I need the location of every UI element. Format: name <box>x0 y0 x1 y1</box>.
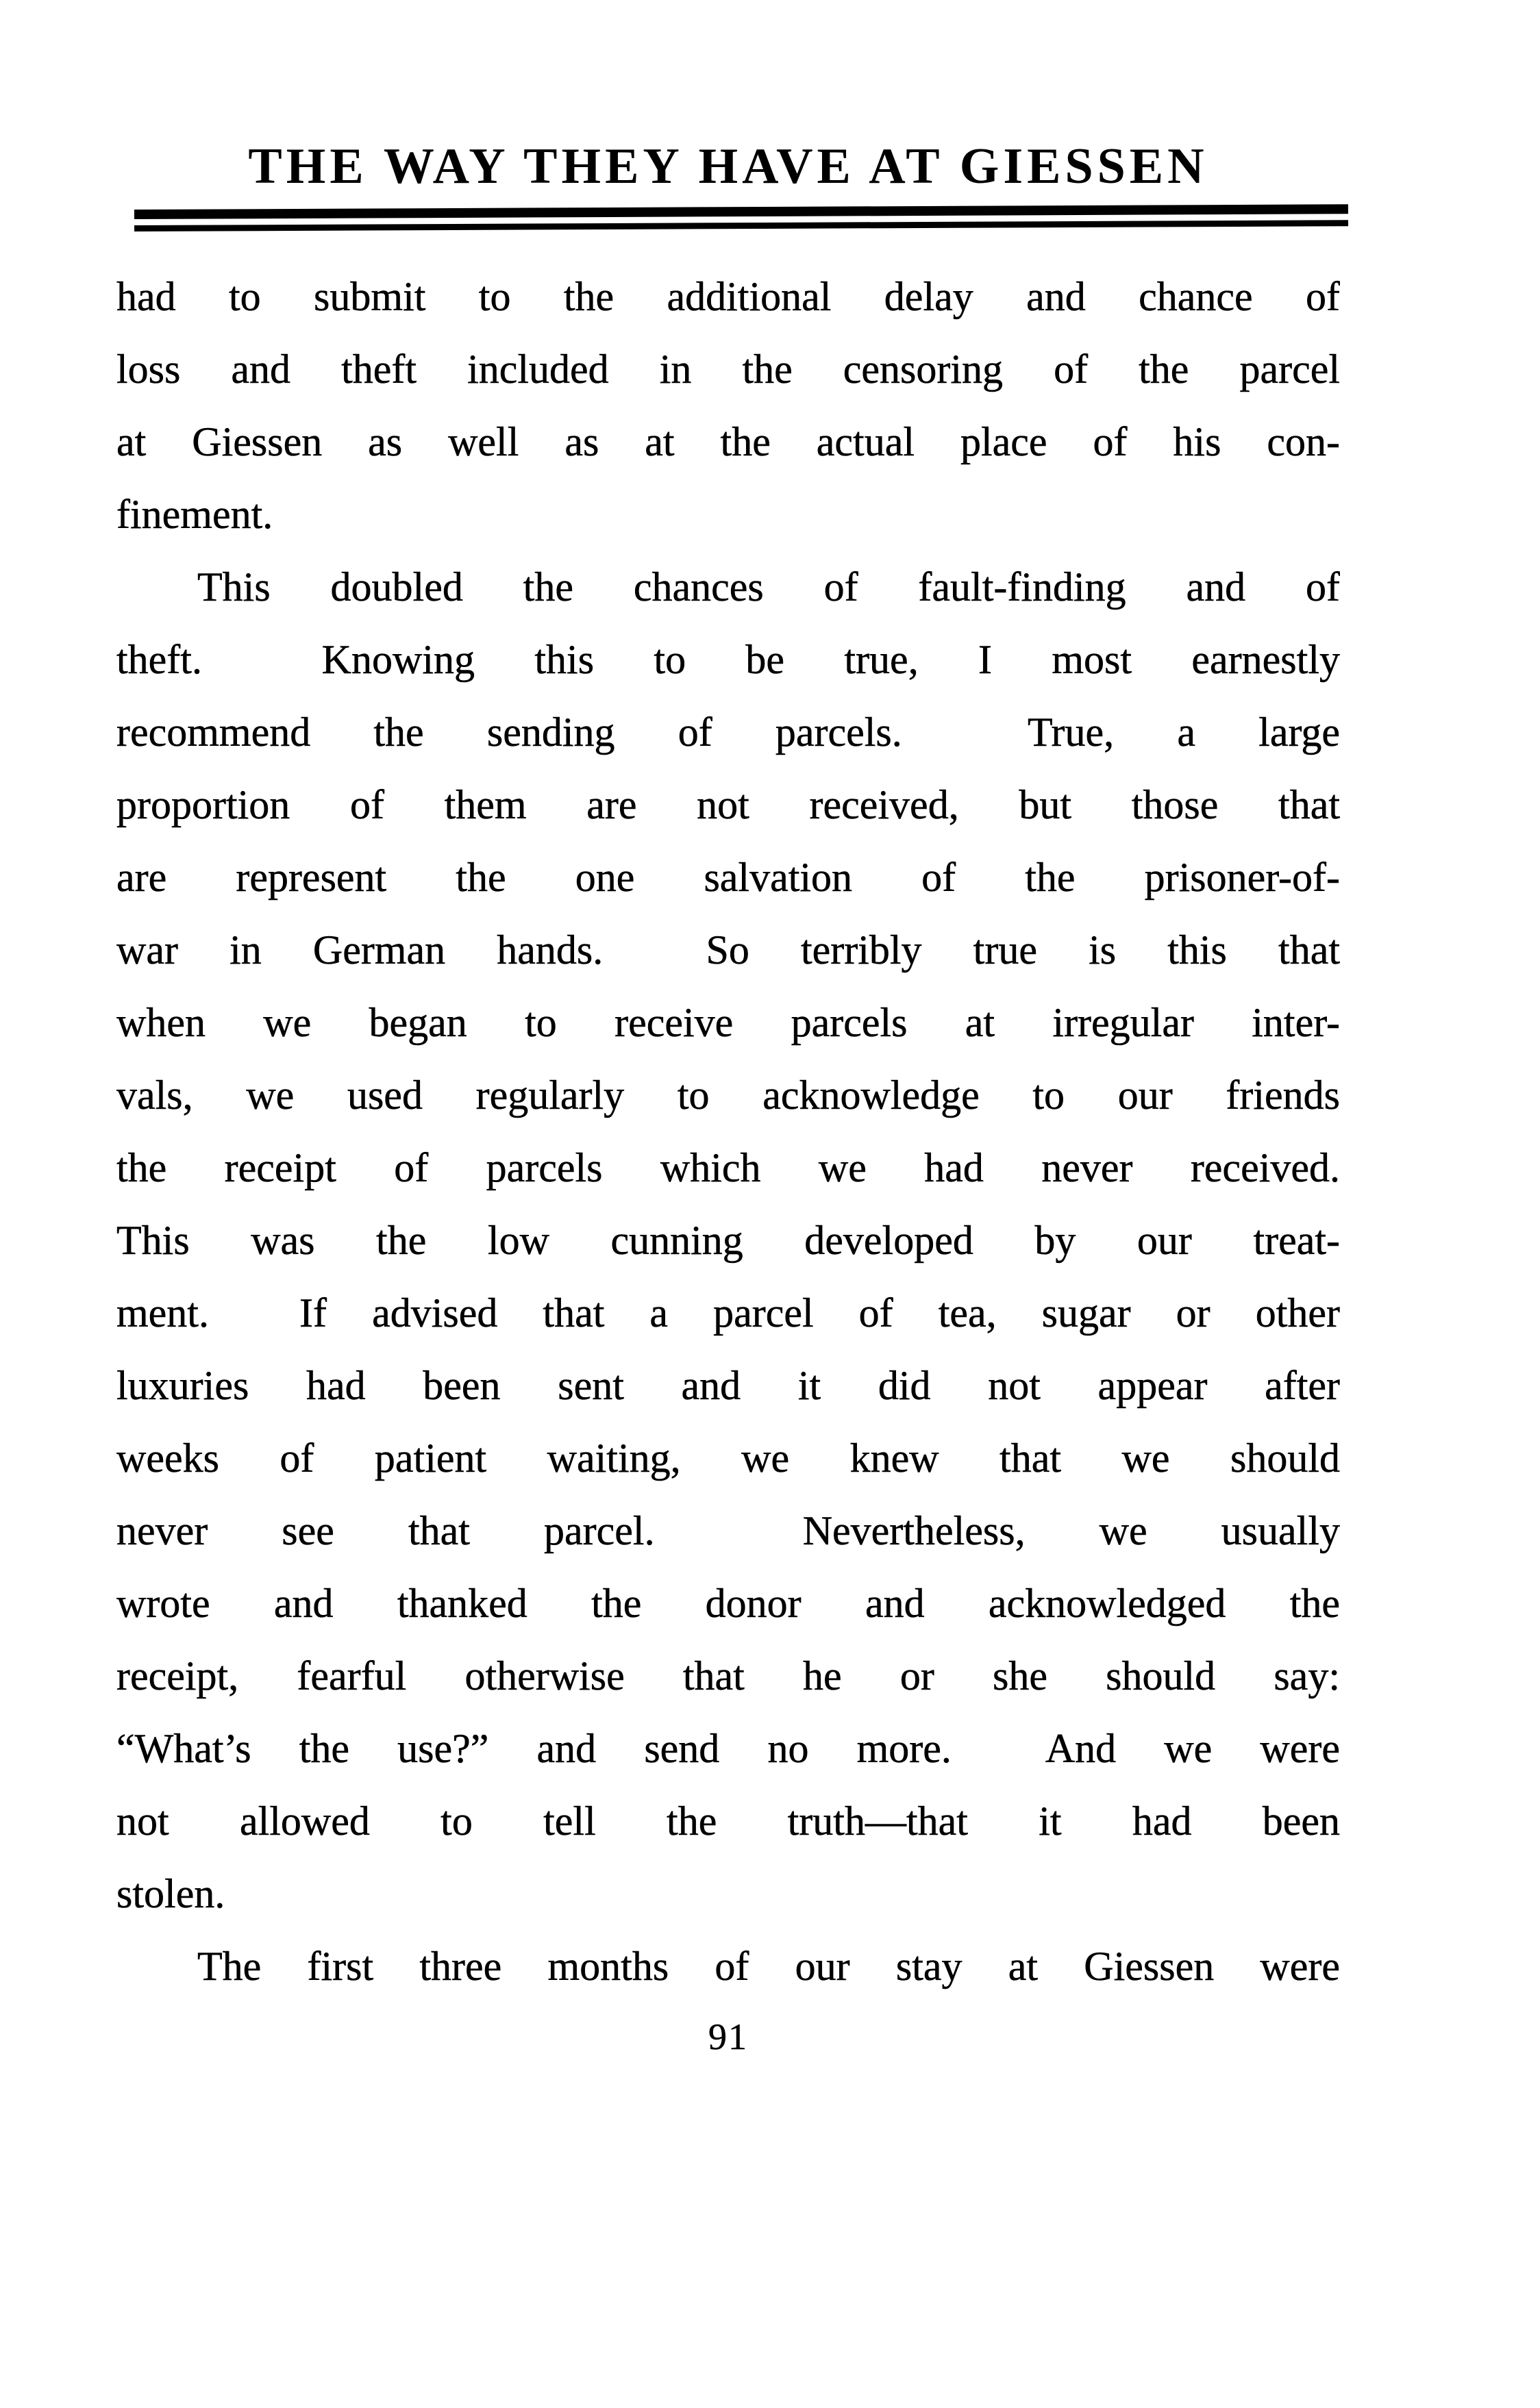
text-line: ment. If advised that a parcel of tea, sugar or other <box>116 1290 1340 1335</box>
page-number: 91 <box>708 2016 748 2057</box>
text-line: weeks of patient waiting, we knew that we should <box>116 1435 1340 1481</box>
text-line: not allowed to tell the truth—that it had been <box>116 1798 1340 1844</box>
text-line: are represent the one salvation of the prisoner-of- <box>116 855 1340 900</box>
text-line: had to submit to the additional delay and chance of <box>116 274 1340 319</box>
text-line: recommend the sending of parcels. True, a large <box>116 710 1340 755</box>
text-line: stolen. <box>116 1871 225 1916</box>
text-line: never see that parcel. Nevertheless, we usually <box>116 1508 1340 1553</box>
text-line: vals, we used regularly to acknowledge to our friends <box>116 1073 1340 1118</box>
text-line: at Giessen as well as at the actual place of his con- <box>116 419 1340 464</box>
text-line: luxuries had been sent and it did not appear after <box>116 1363 1340 1408</box>
text-line: loss and theft included in the censoring of the parcel <box>116 347 1340 392</box>
rule-thick-line <box>134 204 1348 219</box>
text-line: proportion of them are not received, but those that <box>116 782 1340 827</box>
rule-thin-line <box>134 220 1348 231</box>
text-line: when we began to receive parcels at irregular inter- <box>116 1000 1340 1045</box>
text-line: finement. <box>116 492 273 537</box>
text-line: theft. Knowing this to be true, I most earnestly <box>116 637 1340 682</box>
text-line: receipt, fearful otherwise that he or she should say: <box>116 1653 1340 1698</box>
body-text <box>116 260 1340 2003</box>
text-line: This was the low cunning developed by our treat- <box>116 1218 1340 1263</box>
text-line: This doubled the chances of fault-finding and of <box>197 564 1340 610</box>
text-line: The first three months of our stay at Giessen were <box>197 1944 1340 1989</box>
double-rule <box>134 204 1348 231</box>
text-block <box>116 0 1340 2057</box>
running-head-title: THE WAY THEY HAVE AT GIESSEN <box>248 138 1208 195</box>
text-line: the receipt of parcels which we had never received. <box>116 1145 1340 1190</box>
text-line: war in German hands. So terribly true is this that <box>116 927 1340 973</box>
text-line: “What’s the use?” and send no more. And we were <box>116 1726 1340 1771</box>
text-line: wrote and thanked the donor and acknowledged the <box>116 1581 1340 1626</box>
